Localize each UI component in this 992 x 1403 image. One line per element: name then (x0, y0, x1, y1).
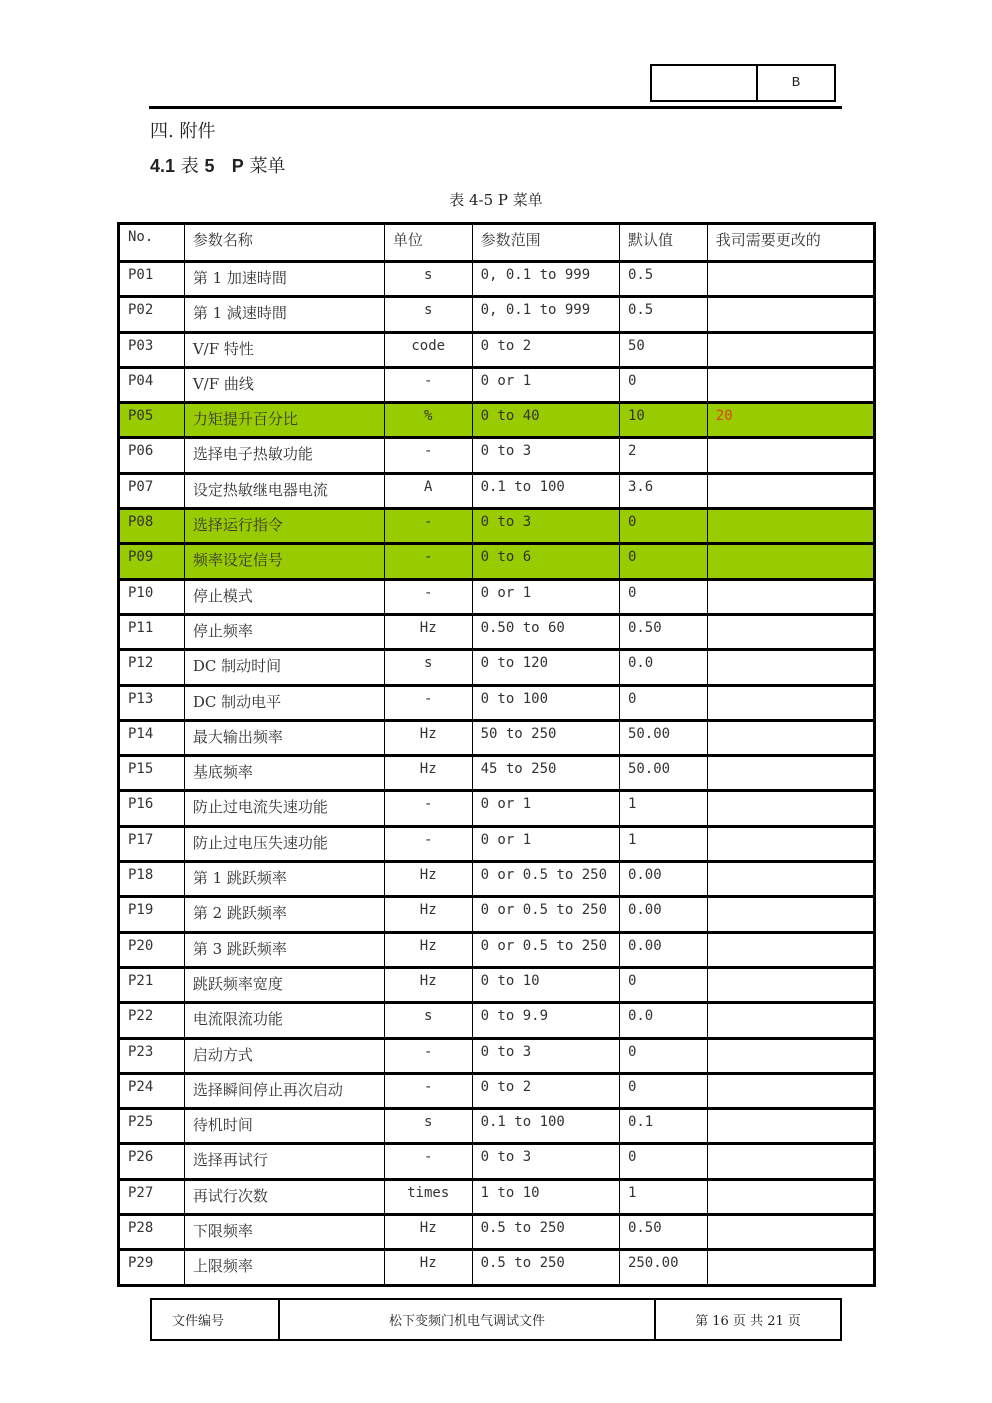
cell-change (707, 826, 874, 861)
subsection-title (150, 152, 285, 178)
cell-no: P24 (119, 1073, 185, 1108)
cell-unit: - (384, 579, 472, 614)
cell-name: 最大输出频率 (184, 720, 384, 755)
cell-unit: Hz (384, 862, 472, 897)
cell-range: 0.50 to 60 (472, 614, 619, 649)
cell-name: 再试行次数 (184, 1179, 384, 1214)
cell-no: P20 (119, 932, 185, 967)
cell-default: 0 (619, 579, 707, 614)
subsection-text-2: 菜单 (249, 156, 286, 177)
cell-default: 0.0 (619, 650, 707, 685)
cell-name: V/F 特性 (184, 332, 384, 367)
cell-name: DC 制动时间 (184, 650, 384, 685)
subsection-text-1: 表 (180, 156, 199, 177)
cell-unit: Hz (384, 967, 472, 1002)
cell-name: 选择电子热敏功能 (184, 438, 384, 473)
cell-range: 0 to 3 (472, 1144, 619, 1179)
cell-no: P01 (119, 262, 185, 297)
cell-no: P04 (119, 367, 185, 402)
cell-change (707, 332, 874, 367)
cell-name: 选择运行指令 (184, 509, 384, 544)
table-row (119, 791, 875, 826)
cell-range: 0 to 3 (472, 509, 619, 544)
cell-change (707, 1073, 874, 1108)
table-row (119, 1038, 875, 1073)
table-row (119, 932, 875, 967)
cell-unit: s (384, 262, 472, 297)
cell-change (707, 579, 874, 614)
table-row (119, 403, 875, 438)
cell-default: 0.00 (619, 862, 707, 897)
cell-no: P07 (119, 473, 185, 508)
page-info: 第 16 页 共 21 页 (695, 1314, 801, 1329)
cell-no: P03 (119, 332, 185, 367)
cell-no: P05 (119, 403, 185, 438)
cell-change (707, 756, 874, 791)
cell-default: 0 (619, 1038, 707, 1073)
table-row (119, 1144, 875, 1179)
table-row (119, 967, 875, 1002)
cell-default: 50.00 (619, 756, 707, 791)
table-row (119, 1215, 875, 1250)
cell-no: P21 (119, 967, 185, 1002)
cell-no: P29 (119, 1250, 185, 1285)
cell-change (707, 791, 874, 826)
col-header-name: 参数名称 (184, 224, 384, 262)
cell-no: P16 (119, 791, 185, 826)
cell-range: 0 or 0.5 to 250 (472, 932, 619, 967)
cell-range: 0 to 6 (472, 544, 619, 579)
cell-name: 频率设定信号 (184, 544, 384, 579)
cell-no: P14 (119, 720, 185, 755)
cell-default: 0.5 (619, 297, 707, 332)
cell-no: P09 (119, 544, 185, 579)
subsection-p: P (231, 156, 244, 176)
cell-range: 0 to 3 (472, 1038, 619, 1073)
cell-no: P23 (119, 1038, 185, 1073)
cell-name: 力矩提升百分比 (184, 403, 384, 438)
col-header-change: 我司需要更改的 (707, 224, 874, 262)
cell-name: 第 1 跳跃频率 (184, 862, 384, 897)
cell-unit: % (384, 403, 472, 438)
cell-unit: - (384, 367, 472, 402)
cell-unit: Hz (384, 756, 472, 791)
cell-range: 45 to 250 (472, 756, 619, 791)
cell-no: P11 (119, 614, 185, 649)
table-row (119, 509, 875, 544)
cell-range: 0.5 to 250 (472, 1250, 619, 1285)
cell-default: 0 (619, 967, 707, 1002)
table-caption: 表 4-5 P 菜单 (449, 191, 543, 209)
cell-range: 0 to 100 (472, 685, 619, 720)
cell-name: 第 3 跳跃频率 (184, 932, 384, 967)
table-row (119, 685, 875, 720)
cell-unit: - (384, 438, 472, 473)
cell-no: P15 (119, 756, 185, 791)
cell-no: P08 (119, 509, 185, 544)
doc-title: 松下变频门机电气调试文件 (280, 1300, 656, 1339)
table-row (119, 1073, 875, 1108)
cell-default: 2 (619, 438, 707, 473)
cell-unit: code (384, 332, 472, 367)
table-row (119, 650, 875, 685)
revision-label: B (791, 75, 801, 91)
cell-unit: Hz (384, 614, 472, 649)
cell-unit: Hz (384, 897, 472, 932)
table-row (119, 1109, 875, 1144)
cell-range: 0 or 1 (472, 826, 619, 861)
table-row (119, 1003, 875, 1038)
cell-default: 250.00 (619, 1250, 707, 1285)
cell-name: 第 1 減速時間 (184, 297, 384, 332)
cell-change (707, 614, 874, 649)
cell-default: 0 (619, 1144, 707, 1179)
cell-range: 0.5 to 250 (472, 1215, 619, 1250)
cell-default: 0 (619, 509, 707, 544)
cell-no: P12 (119, 650, 185, 685)
table-row (119, 367, 875, 402)
table-row (119, 438, 875, 473)
cell-range: 0 to 2 (472, 332, 619, 367)
cell-no: P13 (119, 685, 185, 720)
cell-change (707, 1215, 874, 1250)
cell-range: 0 or 0.5 to 250 (472, 897, 619, 932)
cell-name: 设定热敏继电器电流 (184, 473, 384, 508)
cell-no: P26 (119, 1144, 185, 1179)
cell-range: 0 to 10 (472, 967, 619, 1002)
header-revision-box (650, 64, 836, 102)
cell-default: 0.50 (619, 614, 707, 649)
cell-unit: - (384, 1073, 472, 1108)
cell-unit: times (384, 1179, 472, 1214)
cell-change (707, 967, 874, 1002)
table-header-row (119, 224, 875, 262)
cell-name: DC 制动电平 (184, 685, 384, 720)
section-title: 四. 附件 (150, 121, 216, 142)
cell-range: 1 to 10 (472, 1179, 619, 1214)
col-header-unit: 单位 (384, 224, 472, 262)
cell-change (707, 650, 874, 685)
cell-unit: Hz (384, 720, 472, 755)
cell-range: 0 or 0.5 to 250 (472, 862, 619, 897)
cell-range: 0 to 40 (472, 403, 619, 438)
cell-no: P17 (119, 826, 185, 861)
table-row (119, 332, 875, 367)
cell-default: 0 (619, 367, 707, 402)
cell-default: 50.00 (619, 720, 707, 755)
cell-change (707, 473, 874, 508)
cell-default: 0.5 (619, 262, 707, 297)
cell-name: 防止过电压失速功能 (184, 826, 384, 861)
cell-default: 50 (619, 332, 707, 367)
cell-range: 0 or 1 (472, 791, 619, 826)
cell-name: 停止频率 (184, 614, 384, 649)
cell-no: P18 (119, 862, 185, 897)
cell-default: 1 (619, 826, 707, 861)
cell-range: 0 to 2 (472, 1073, 619, 1108)
cell-no: P22 (119, 1003, 185, 1038)
cell-unit: - (384, 1144, 472, 1179)
table-row (119, 614, 875, 649)
table-row (119, 862, 875, 897)
cell-range: 0 or 1 (472, 367, 619, 402)
table-row (119, 579, 875, 614)
table-row (119, 1250, 875, 1285)
cell-name: 电流限流功能 (184, 1003, 384, 1038)
cell-no: P28 (119, 1215, 185, 1250)
cell-default: 0 (619, 1073, 707, 1108)
table-row (119, 473, 875, 508)
col-header-no: No. (119, 224, 185, 262)
cell-no: P25 (119, 1109, 185, 1144)
table-row (119, 826, 875, 861)
cell-change (707, 685, 874, 720)
cell-change (707, 1038, 874, 1073)
cell-range: 0 to 120 (472, 650, 619, 685)
cell-change (707, 367, 874, 402)
cell-name: 防止过电流失速功能 (184, 791, 384, 826)
cell-unit: - (384, 544, 472, 579)
cell-default: 0.00 (619, 932, 707, 967)
table-row (119, 756, 875, 791)
cell-name: 停止模式 (184, 579, 384, 614)
cell-unit: - (384, 685, 472, 720)
page-footer (150, 1298, 842, 1341)
cell-name: 上限频率 (184, 1250, 384, 1285)
cell-range: 0, 0.1 to 999 (472, 297, 619, 332)
col-header-range: 参数范围 (472, 224, 619, 262)
cell-unit: A (384, 473, 472, 508)
subsection-number: 4.1 (150, 156, 176, 176)
table-row (119, 262, 875, 297)
cell-no: P27 (119, 1179, 185, 1214)
cell-unit: - (384, 791, 472, 826)
cell-default: 0.1 (619, 1109, 707, 1144)
cell-name: 启动方式 (184, 1038, 384, 1073)
cell-range: 50 to 250 (472, 720, 619, 755)
cell-change (707, 509, 874, 544)
cell-unit: s (384, 650, 472, 685)
cell-change (707, 297, 874, 332)
cell-default: 10 (619, 403, 707, 438)
cell-unit: - (384, 509, 472, 544)
cell-unit: Hz (384, 1250, 472, 1285)
cell-range: 0.1 to 100 (472, 1109, 619, 1144)
cell-change (707, 932, 874, 967)
cell-change: 20 (707, 403, 874, 438)
cell-name: 第 2 跳跃频率 (184, 897, 384, 932)
cell-range: 0 to 3 (472, 438, 619, 473)
cell-no: P06 (119, 438, 185, 473)
cell-change (707, 862, 874, 897)
cell-range: 0, 0.1 to 999 (472, 262, 619, 297)
cell-change (707, 1179, 874, 1214)
cell-unit: - (384, 826, 472, 861)
cell-name: 选择再试行 (184, 1144, 384, 1179)
cell-name: V/F 曲线 (184, 367, 384, 402)
cell-default: 0.0 (619, 1003, 707, 1038)
cell-change (707, 897, 874, 932)
table-row (119, 544, 875, 579)
cell-default: 3.6 (619, 473, 707, 508)
cell-range: 0 to 9.9 (472, 1003, 619, 1038)
cell-default: 0 (619, 685, 707, 720)
cell-unit: s (384, 297, 472, 332)
table-row (119, 897, 875, 932)
cell-change (707, 1003, 874, 1038)
cell-default: 1 (619, 1179, 707, 1214)
cell-default: 0.00 (619, 897, 707, 932)
cell-no: P10 (119, 579, 185, 614)
cell-change (707, 438, 874, 473)
cell-change (707, 1144, 874, 1179)
cell-default: 0.50 (619, 1215, 707, 1250)
col-header-default: 默认值 (619, 224, 707, 262)
table-row (119, 720, 875, 755)
cell-change (707, 720, 874, 755)
header-box-left (652, 66, 758, 100)
subsection-number-2: 5 (204, 156, 215, 176)
cell-no: P19 (119, 897, 185, 932)
cell-name: 待机时间 (184, 1109, 384, 1144)
cell-unit: Hz (384, 932, 472, 967)
cell-range: 0.1 to 100 (472, 473, 619, 508)
cell-change (707, 262, 874, 297)
cell-name: 跳跃频率宽度 (184, 967, 384, 1002)
cell-unit: s (384, 1003, 472, 1038)
cell-change (707, 1250, 874, 1285)
p-menu-table (117, 222, 876, 1287)
cell-range: 0 or 1 (472, 579, 619, 614)
cell-default: 0 (619, 544, 707, 579)
cell-name: 基底频率 (184, 756, 384, 791)
table-row (119, 1179, 875, 1214)
cell-unit: - (384, 1038, 472, 1073)
cell-name: 下限频率 (184, 1215, 384, 1250)
cell-default: 1 (619, 791, 707, 826)
cell-unit: Hz (384, 1215, 472, 1250)
cell-no: P02 (119, 297, 185, 332)
header-rule (149, 106, 842, 109)
cell-name: 第 1 加速時間 (184, 262, 384, 297)
cell-change (707, 1109, 874, 1144)
table-row (119, 297, 875, 332)
doc-number-label: 文件编号 (152, 1300, 280, 1339)
cell-name: 选择瞬间停止再次启动 (184, 1073, 384, 1108)
cell-change (707, 544, 874, 579)
cell-unit: s (384, 1109, 472, 1144)
